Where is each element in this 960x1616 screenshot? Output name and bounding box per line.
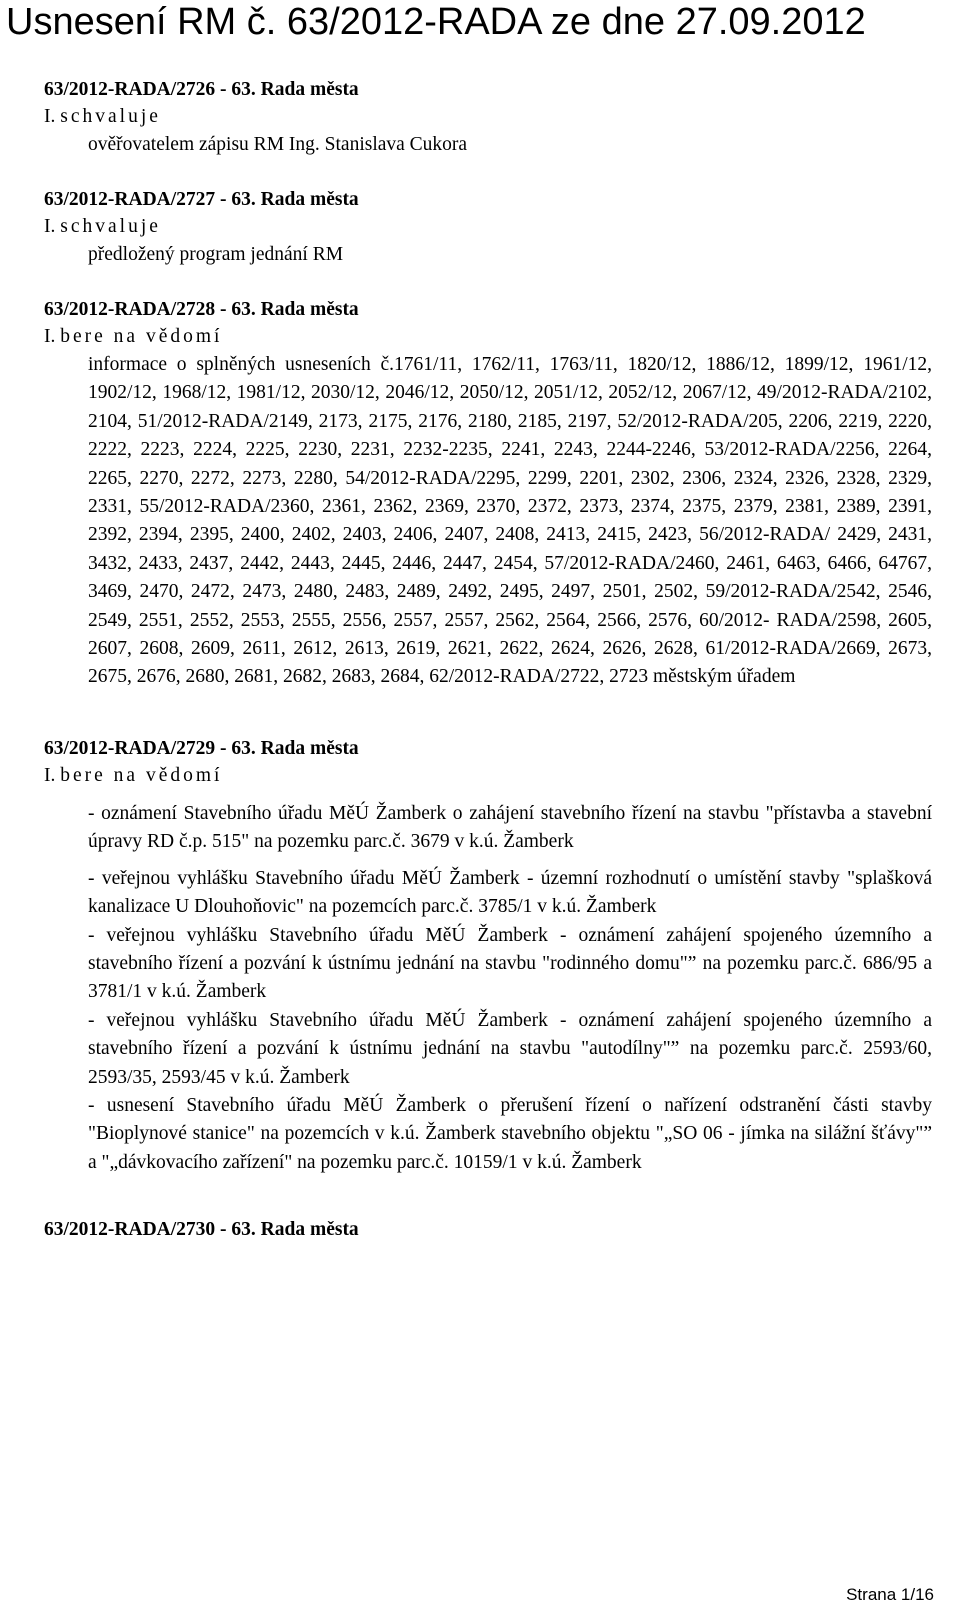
notice-item: - veřejnou vyhlášku Stavebního úřadu MěÚ Žamberk - územní rozhodnutí o umístění stavby "splašková kanalizace U Dlouhoňovic" na pozemcích parc.č. 3785/1 v k.ú. Žamberk: [88, 867, 932, 918]
verb-label: bere na vědomí: [60, 764, 223, 786]
resolution-heading: 63/2012-RADA/2726 - 63. Rada města: [44, 79, 359, 100]
resolution-text: ověřovatelem zápisu RM Ing. Stanislava Cukora: [88, 134, 468, 155]
resolution-2727: [44, 187, 932, 269]
verb-label: schvaluje: [60, 216, 161, 237]
document-title: Usnesení RM č. 63/2012-RADA ze dne 27.09.2012: [6, 1, 866, 43]
resolution-verb: [44, 213, 932, 241]
notice-item: - veřejnou vyhlášku Stavebního úřadu MěÚ Žamberk - oznámení zahájení spojeného územního a stavebního řízení a pozvání k ústnímu jednání na stavbu "rodinného domu"” na pozemku parc.č. 686/95 a 3781/1 v k.ú. Žamberk: [88, 924, 932, 1003]
notice-item: - oznámení Stavebního úřadu MěÚ Žamberk o zahájení stavebního řízení na stavbu "přístavba a stavební úpravy RD č.p. 515" na pozemku parc.č. 3679 v k.ú. Žamberk: [88, 802, 932, 853]
resolution-2729: [44, 736, 932, 1177]
resolution-2726: [44, 77, 932, 159]
resolution-heading: 63/2012-RADA/2729 - 63. Rada města: [44, 737, 359, 759]
verb-number: I.: [44, 764, 56, 786]
resolution-2730: [44, 1217, 932, 1243]
resolution-text: předložený program jednání RM: [88, 244, 344, 265]
document-body: [44, 77, 932, 1243]
resolution-verb: [44, 103, 932, 131]
verb-label: schvaluje: [60, 106, 161, 127]
resolution-2728: [44, 297, 932, 692]
resolution-heading: 63/2012-RADA/2728 - 63. Rada města: [44, 299, 359, 320]
resolution-verb: [44, 762, 932, 790]
verb-label: bere na vědomí: [60, 326, 223, 347]
resolution-heading: 63/2012-RADA/2727 - 63. Rada města: [44, 189, 359, 210]
resolution-heading: 63/2012-RADA/2730 - 63. Rada města: [44, 1219, 359, 1241]
verb-number: I.: [44, 216, 56, 237]
resolution-verb: [44, 323, 932, 351]
notice-item: - usnesení Stavebního úřadu MěÚ Žamberk o přerušení řízení o nařízení odstranění části stavby "Bioplynové stanice" na pozemcích v k.ú. Žamberk stavebního objektu "„SO 06 - jímka na silážní šťávy"” a "„dávkovacího zařízení" na pozemku parc.č. 10159/1 v k.ú. Žamberk: [88, 1094, 932, 1173]
notice-item: - veřejnou vyhlášku Stavebního úřadu MěÚ Žamberk - oznámení zahájení spojeného územního a stavebního řízení a pozvání k ústnímu jednání na stavbu "autodílny"” na pozemku parc.č. 2593/60, 2593/35, 2593/45 v k.ú. Žamberk: [88, 1009, 932, 1088]
verb-number: I.: [44, 106, 56, 127]
page-number: Strana 1/16: [846, 1585, 934, 1604]
verb-number: I.: [44, 326, 56, 347]
resolution-text: informace o splněných usneseních č.1761/11, 1762/11, 1763/11, 1820/12, 1886/12, 1899/12, 1961/12, 1902/12, 1968/12, 1981/12, 2030/12, 2046/12, 2050/12, 2051/12, 2052/12, 2067/12, 49/2012-RADA/2102, 2104, 51/2012-RADA/2149, 2173, 2175, 2176, 2180, 2185, 2197, 52/2012-RADA/205, 2206, 2219, 2220, 2222, 2223, 2224, 2225, 2230, 2231, 2232-2235, 2241, 2243, 2244-2246, 53/2012-RADA/2256, 2264, 2265, 2270, 2272, 2273, 2280, 54/2012-RADA/2295, 2299, 2201, 2302, 2306, 2324, 2326, 2328, 2329, 2331, 55/2012-RADA/2360, 2361, 2362, 2369, 2370, 2372, 2373, 2374, 2375, 2379, 2381, 2389, 2391, 2392, 2394, 2395, 2400, 2402, 2403, 2406, 2407, 2408, 2413, 2415, 2423, 56/2012-RADA/ 2429, 2431, 3432, 2433, 2437, 2442, 2443, 2445, 2446, 2447, 2454, 57/2012-RADA/2460, 2461, 6463, 6466, 64767, 3469, 2470, 2472, 2473, 2480, 2483, 2489, 2492, 2495, 2497, 2501, 2502, 59/2012-RADA/2542, 2546, 2549, 2551, 2552, 2553, 2555, 2556, 2557, 2557, 2562, 2564, 2566, 2576, 60/2012- RADA/2598, 2605, 2607, 2608, 2609, 2611, 2612, 2613, 2619, 2621, 2622, 2624, 2626, 2628, 61/2012-RADA/2669, 2673, 2675, 2676, 2680, 2681, 2682, 2683, 2684, 62/2012-RADA/2722, 2723 městským úřadem: [88, 354, 932, 688]
